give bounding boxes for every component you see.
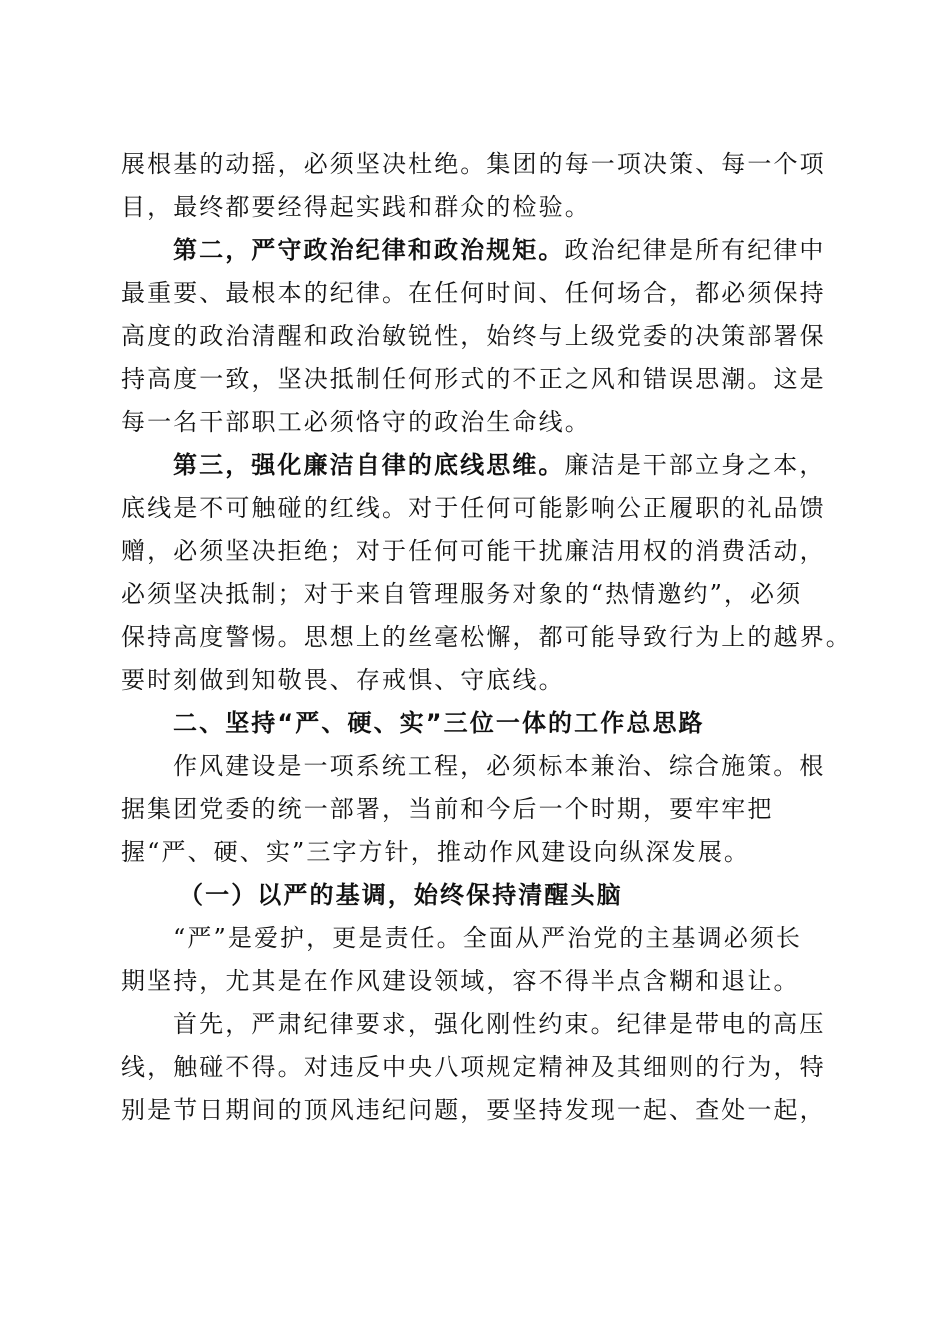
point-three-line (121, 444, 841, 487)
point-three-text: 廉洁是干部立身之本， (564, 451, 826, 479)
text-line: 首先，严肃纪律要求，强化刚性约束。纪律是带电的高压 (173, 1010, 826, 1038)
section-heading: 二、坚持“严、硬、实”三位一体的工作总思路 (173, 709, 705, 737)
text-line: 保持高度警惕。思想上的丝毫松懈，都可能导致行为上的越界。 (121, 623, 852, 651)
text-line: 持高度一致，坚决抵制任何形式的不正之风和错误思潮。这是 (121, 365, 826, 393)
text-line: 要时刻做到知敬畏、存戒惧、守底线。 (121, 666, 565, 694)
text-line: 据集团党委的统一部署，当前和今后一个时期，要牢牢把 (121, 795, 774, 823)
text-line: 赠，必须坚决拒绝；对于任何可能干扰廉洁用权的消费活动， (121, 537, 826, 565)
document-body (121, 143, 852, 1132)
text-line: 高度的政治清醒和政治敏锐性，始终与上级党委的决策部署保 (121, 322, 826, 350)
point-two-line (121, 229, 841, 272)
text-line: 目，最终都要经得起实践和群众的检验。 (121, 193, 591, 221)
text-line: 展根基的动摇，必须坚决杜绝。集团的每一项决策、每一个项 (121, 150, 826, 178)
subsection-heading: （一）以严的基调，始终保持清醒头脑 (179, 881, 623, 909)
text-line: 期坚持，尤其是在作风建设领域，容不得半点含糊和退让。 (121, 967, 800, 995)
text-line: 每一名干部职工必须恪守的政治生命线。 (121, 408, 591, 436)
point-two-lead: 第二，严守政治纪律和政治规矩。 (173, 236, 565, 264)
text-line: 作风建设是一项系统工程，必须标本兼治、综合施策。根 (173, 752, 826, 780)
text-line: 别是节日期间的顶风违纪问题，要坚持发现一起、查处一起， (121, 1096, 826, 1124)
text-line: 最重要、最根本的纪律。在任何时间、任何场合，都必须保持 (121, 279, 826, 307)
text-line: 线，触碰不得。对违反中央八项规定精神及其细则的行为，特 (121, 1053, 826, 1081)
text-line: 必须坚决抵制；对于来自管理服务对象的“热情邀约”，必须 (121, 580, 803, 608)
text-line: 底线是不可触碰的红线。对于任何可能影响公正履职的礼品馈 (121, 494, 826, 522)
point-three-lead: 第三，强化廉洁自律的底线思维。 (173, 451, 565, 479)
text-line: 握“严、硬、实”三字方针，推动作风建设向纵深发展。 (121, 838, 751, 866)
point-two-text: 政治纪律是所有纪律中 (564, 236, 826, 264)
text-line: “严”是爱护，更是责任。全面从严治党的主基调必须长 (173, 924, 803, 952)
